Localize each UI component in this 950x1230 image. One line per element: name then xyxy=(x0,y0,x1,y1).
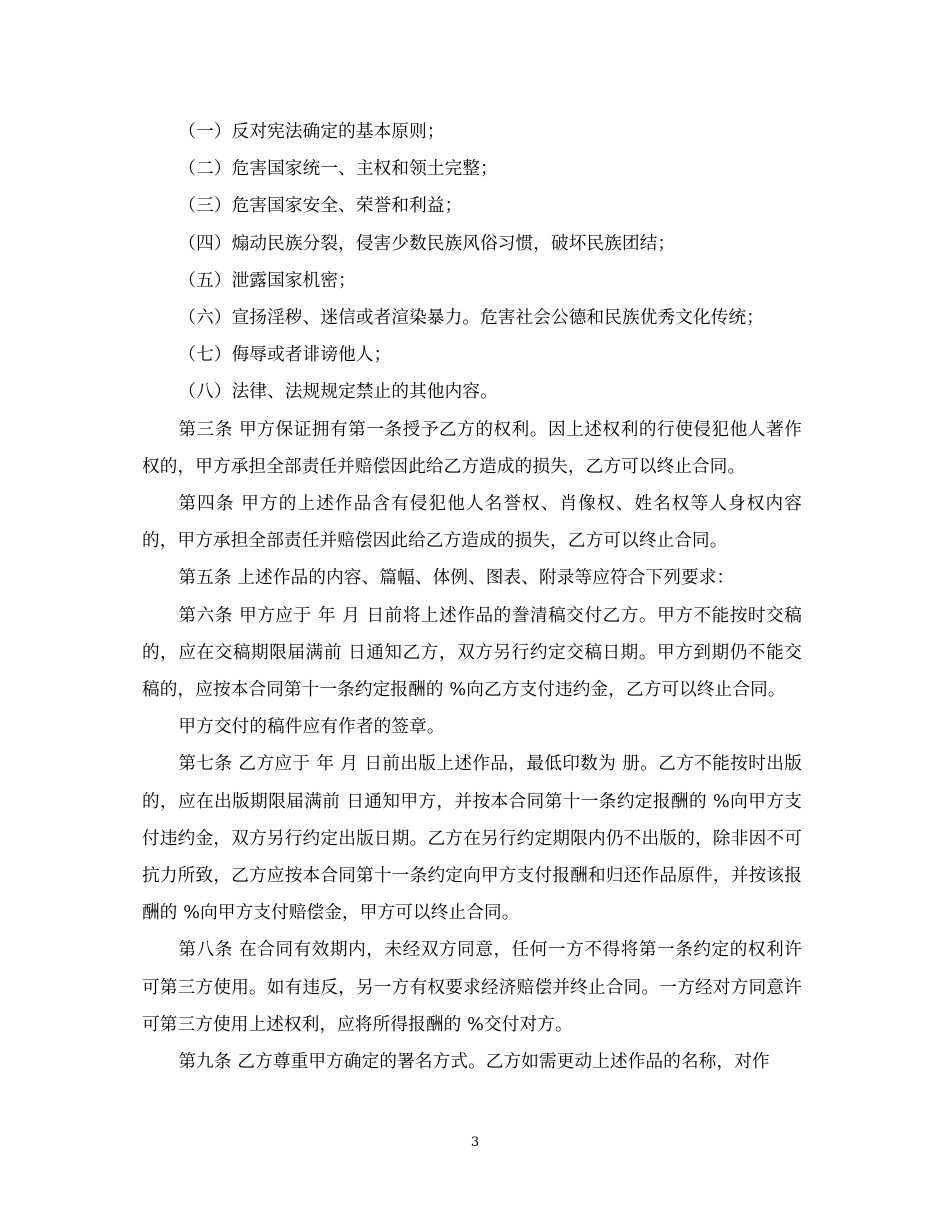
list-item-6: （六）宣扬淫秽、迷信或者渲染暴力。危害社会公德和民族优秀文化传统； xyxy=(178,308,764,329)
page-number: 3 xyxy=(470,1135,480,1150)
list-item-5: （五）泄露国家机密； xyxy=(178,270,356,291)
list-item-2: （二）危害国家统一、主权和领土完整； xyxy=(178,159,498,180)
list-item-8: （八）法律、法规规定禁止的其他内容。 xyxy=(178,382,498,403)
list-item-1: （一）反对宪法确定的基本原则； xyxy=(178,122,445,142)
article-6-paragraph: 第六条 甲方应于 年 月 日前将上述作品的誊清稿交付乙方。甲方不能按时交稿的，应在交稿期限届满前 日通知乙方，双方另行约定交稿日期。甲方到期仍不能交稿的，应按本合同第十一条约定报酬的 %向乙方支付违约金，乙方可以终止合同。 xyxy=(142,605,802,701)
article-7-paragraph: 第七条 乙方应于 年 月 日前出版上述作品，最低印数为 册。乙方不能按时出版的，应在出版期限届满前 日通知甲方，并按本合同第十一条约定报酬的 %向甲方支付违约金，双方另行约定出版日期。乙方在另行约定期限内仍不出版的，除非因不可抗力所致，乙方应按本合同第十一条约定向甲方支付报酬和归还作品原件，并按该报酬的 %向甲方支付赔偿金，甲方可以终止合同。 xyxy=(142,754,802,924)
article-9-paragraph: 第九条 乙方尊重甲方确定的署名方式。乙方如需更动上述作品的名称，对作 xyxy=(178,1052,770,1073)
article-8-paragraph: 第八条 在合同有效期内，未经双方同意，任何一方不得将第一条约定的权利许可第三方使用。如有违反，另一方有权要求经济赔偿并终止合同。一方经对方同意许可第三方使用上述权利，应将所得报酬的 %交付对方。 xyxy=(142,940,802,1035)
list-item-7: （七）侮辱或者诽谤他人； xyxy=(178,345,392,366)
article-4-paragraph: 第四条 甲方的上述作品含有侵犯他人名誉权、肖像权、姓名权等人身权内容的，甲方承担全部责任并赔偿因此给乙方造成的损失，乙方可以终止合同。 xyxy=(142,494,802,552)
document-body xyxy=(142,114,802,1081)
list-item-4: （四）煽动民族分裂，侵害少数民族风俗习惯，破坏民族团结； xyxy=(178,233,676,254)
list-item-3: （三）危害国家安全、荣誉和利益； xyxy=(178,196,463,217)
signature-requirement-paragraph: 甲方交付的稿件应有作者的签章。 xyxy=(178,717,445,738)
article-5-paragraph: 第五条 上述作品的内容、篇幅、体例、图表、附录等应符合下列要求： xyxy=(178,568,735,589)
article-3-paragraph: 第三条 甲方保证拥有第一条授予乙方的权利。因上述权利的行使侵犯他人著作权的，甲方承担全部责任并赔偿因此给乙方造成的损失，乙方可以终止合同。 xyxy=(142,419,802,477)
